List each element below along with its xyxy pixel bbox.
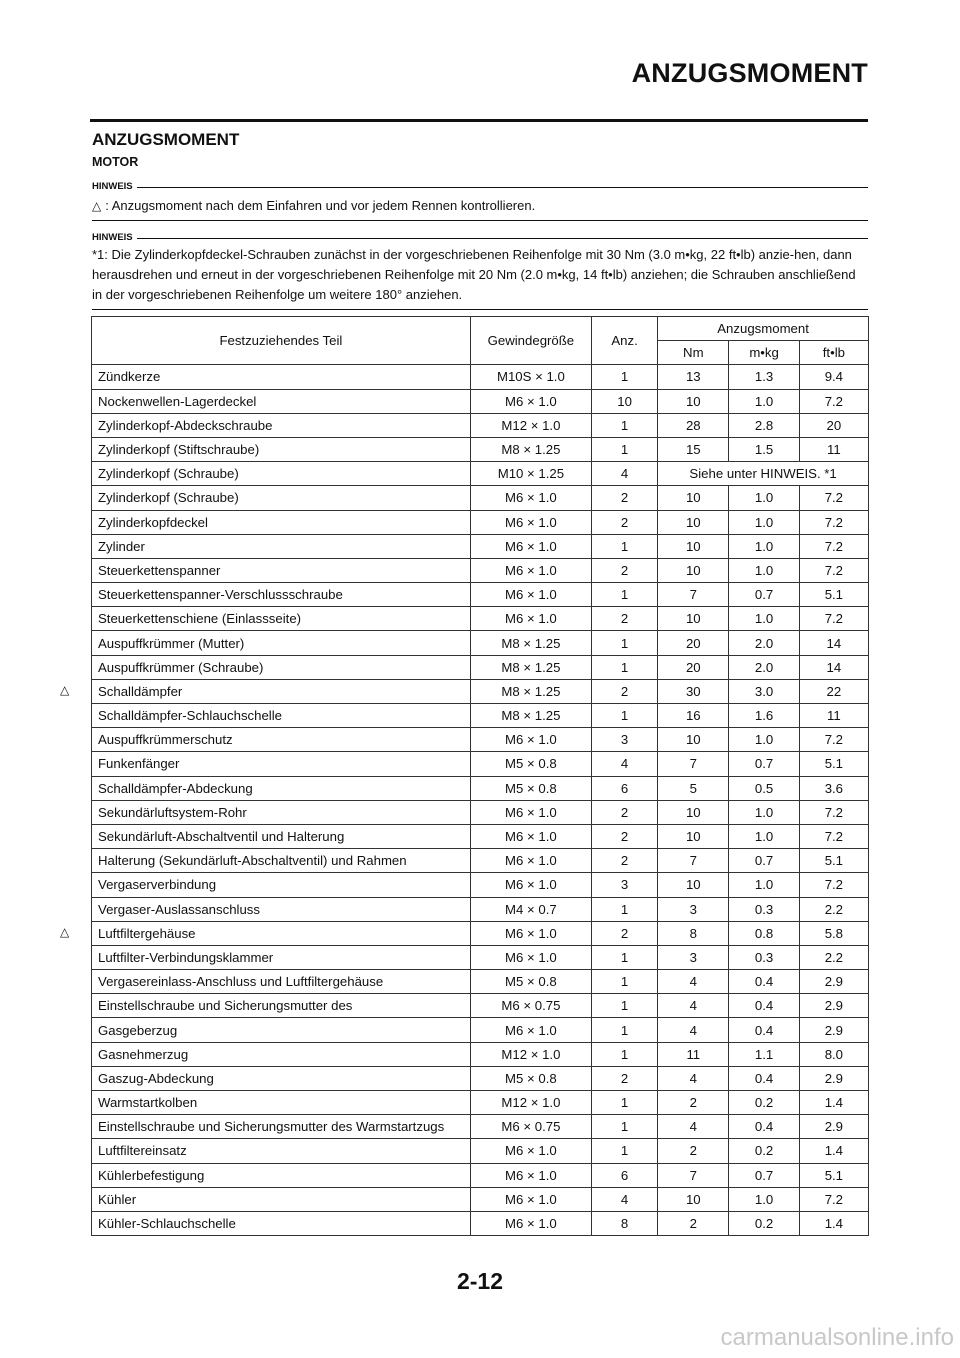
- cell-thread: M6 × 1.0: [470, 873, 591, 897]
- cell-ftlb: 2.9: [799, 1115, 868, 1139]
- table-row: [92, 583, 869, 607]
- cell-qty: 1: [591, 1115, 657, 1139]
- cell-nm: 2: [658, 1211, 729, 1235]
- cell-ftlb: 11: [799, 704, 868, 728]
- cell-qty: 1: [591, 534, 657, 558]
- table-row: [92, 558, 869, 582]
- cell-ftlb: 2.9: [799, 1066, 868, 1090]
- table-row: [92, 824, 869, 848]
- table-row: [92, 704, 869, 728]
- cell-qty: 2: [591, 607, 657, 631]
- cell-torque-note: Siehe unter HINWEIS. *1: [658, 462, 869, 486]
- cell-nm: 3: [658, 945, 729, 969]
- cell-nm: 15: [658, 437, 729, 461]
- table-row: [92, 365, 869, 389]
- cell-mkg: 2.8: [729, 413, 799, 437]
- cell-ftlb: 7.2: [799, 510, 868, 534]
- cell-nm: 10: [658, 558, 729, 582]
- header-part: Festzuziehendes Teil: [92, 317, 471, 365]
- table-row: [92, 1018, 869, 1042]
- header-divider: [90, 119, 868, 122]
- cell-mkg: 0.7: [729, 1163, 799, 1187]
- cell-qty: 1: [591, 1091, 657, 1115]
- cell-qty: 3: [591, 728, 657, 752]
- cell-qty: 1: [591, 1042, 657, 1066]
- note-label: HINWEIS: [92, 180, 133, 192]
- cell-ftlb: 7.2: [799, 607, 868, 631]
- cell-nm: 10: [658, 534, 729, 558]
- cell-ftlb: 2.2: [799, 897, 868, 921]
- cell-ftlb: 7.2: [799, 824, 868, 848]
- cell-nm: 16: [658, 704, 729, 728]
- cell-part: Gaszug-Abdeckung: [92, 1066, 471, 1090]
- cell-qty: 2: [591, 510, 657, 534]
- cell-thread: M6 × 1.0: [470, 583, 591, 607]
- cell-ftlb: 5.8: [799, 921, 868, 945]
- cell-qty: 4: [591, 462, 657, 486]
- cell-nm: 10: [658, 510, 729, 534]
- table-row: [92, 1139, 869, 1163]
- cell-thread: M6 × 0.75: [470, 994, 591, 1018]
- cell-nm: 10: [658, 824, 729, 848]
- cell-ftlb: 20: [799, 413, 868, 437]
- note-text: : Anzugsmoment nach dem Einfahren und vor jedem Rennen kontrollieren.: [105, 198, 536, 213]
- header-mkg: m•kg: [729, 341, 799, 365]
- cell-ftlb: 14: [799, 631, 868, 655]
- header-qty: Anz.: [591, 317, 657, 365]
- cell-qty: 6: [591, 776, 657, 800]
- cell-thread: M6 × 1.0: [470, 607, 591, 631]
- cell-ftlb: 3.6: [799, 776, 868, 800]
- cell-mkg: 0.5: [729, 776, 799, 800]
- cell-nm: 4: [658, 1018, 729, 1042]
- cell-part: Zylinderkopf-Abdeckschraube: [92, 413, 471, 437]
- cell-mkg: 1.0: [729, 389, 799, 413]
- cell-nm: 10: [658, 607, 729, 631]
- cell-nm: 3: [658, 897, 729, 921]
- cell-part: Kühlerbefestigung: [92, 1163, 471, 1187]
- table-row: [92, 849, 869, 873]
- cell-thread: M6 × 1.0: [470, 1018, 591, 1042]
- cell-mkg: 1.1: [729, 1042, 799, 1066]
- cell-ftlb: 5.1: [799, 1163, 868, 1187]
- cell-mkg: 1.0: [729, 607, 799, 631]
- cell-nm: 11: [658, 1042, 729, 1066]
- cell-thread: M6 × 1.0: [470, 1187, 591, 1211]
- cell-part: Vergaserverbindung: [92, 873, 471, 897]
- cell-nm: 4: [658, 994, 729, 1018]
- cell-qty: 1: [591, 704, 657, 728]
- cell-qty: 8: [591, 1211, 657, 1235]
- cell-ftlb: 1.4: [799, 1139, 868, 1163]
- cell-part: Zylinderkopf (Schraube): [92, 462, 471, 486]
- cell-thread: M6 × 1.0: [470, 534, 591, 558]
- cell-ftlb: 11: [799, 437, 868, 461]
- cell-thread: M6 × 1.0: [470, 510, 591, 534]
- table-row: [92, 945, 869, 969]
- note-1: [92, 180, 868, 221]
- cell-part: Zündkerze: [92, 365, 471, 389]
- cell-qty: 2: [591, 679, 657, 703]
- cell-nm: 10: [658, 800, 729, 824]
- cell-nm: 20: [658, 631, 729, 655]
- header-torque: Anzugsmoment: [658, 317, 869, 341]
- table-row: [92, 1187, 869, 1211]
- cell-qty: 2: [591, 921, 657, 945]
- cell-thread: M6 × 1.0: [470, 849, 591, 873]
- cell-mkg: 0.4: [729, 970, 799, 994]
- cell-mkg: 1.0: [729, 558, 799, 582]
- table-row: [92, 389, 869, 413]
- cell-ftlb: 7.2: [799, 1187, 868, 1211]
- table-row: [92, 800, 869, 824]
- cell-qty: 10: [591, 389, 657, 413]
- table-row: [92, 413, 869, 437]
- cell-thread: M6 × 1.0: [470, 389, 591, 413]
- table-row: [92, 921, 869, 945]
- cell-ftlb: 5.1: [799, 752, 868, 776]
- cell-thread: M10 × 1.25: [470, 462, 591, 486]
- table-row: [92, 1066, 869, 1090]
- cell-part: Luftfiltergehäuse: [92, 921, 471, 945]
- table-row: [92, 1163, 869, 1187]
- cell-thread: M6 × 1.0: [470, 728, 591, 752]
- warning-triangle-icon: △: [92, 199, 102, 213]
- cell-ftlb: 7.2: [799, 534, 868, 558]
- table-row: [92, 873, 869, 897]
- cell-mkg: 1.0: [729, 800, 799, 824]
- cell-mkg: 3.0: [729, 679, 799, 703]
- cell-ftlb: 7.2: [799, 486, 868, 510]
- cell-part: Luftfiltereinsatz: [92, 1139, 471, 1163]
- cell-thread: M6 × 1.0: [470, 945, 591, 969]
- cell-part: Nockenwellen-Lagerdeckel: [92, 389, 471, 413]
- cell-part: Vergaser-Auslassanschluss: [92, 897, 471, 921]
- header-nm: Nm: [658, 341, 729, 365]
- cell-part: Schalldämpfer: [92, 679, 471, 703]
- cell-thread: M6 × 1.0: [470, 486, 591, 510]
- cell-part: Steuerkettenschiene (Einlassseite): [92, 607, 471, 631]
- cell-ftlb: 2.9: [799, 1018, 868, 1042]
- header-ftlb: ft•lb: [799, 341, 868, 365]
- cell-part: Steuerkettenspanner: [92, 558, 471, 582]
- cell-nm: 4: [658, 1066, 729, 1090]
- header-thread: Gewindegröße: [470, 317, 591, 365]
- cell-thread: M8 × 1.25: [470, 437, 591, 461]
- cell-thread: M12 × 1.0: [470, 413, 591, 437]
- cell-nm: 20: [658, 655, 729, 679]
- cell-mkg: 0.2: [729, 1139, 799, 1163]
- section-title: ANZUGSMOMENT: [92, 130, 240, 149]
- cell-thread: M8 × 1.25: [470, 631, 591, 655]
- cell-nm: 10: [658, 728, 729, 752]
- cell-thread: M6 × 1.0: [470, 824, 591, 848]
- cell-part: Schalldämpfer-Abdeckung: [92, 776, 471, 800]
- cell-qty: 1: [591, 970, 657, 994]
- cell-nm: 7: [658, 583, 729, 607]
- cell-nm: 10: [658, 873, 729, 897]
- cell-mkg: 2.0: [729, 655, 799, 679]
- cell-nm: 4: [658, 1115, 729, 1139]
- cell-mkg: 1.6: [729, 704, 799, 728]
- cell-thread: M8 × 1.25: [470, 655, 591, 679]
- cell-mkg: 1.0: [729, 1187, 799, 1211]
- cell-qty: 4: [591, 1187, 657, 1211]
- cell-part: Schalldämpfer-Schlauchschelle: [92, 704, 471, 728]
- cell-ftlb: 9.4: [799, 365, 868, 389]
- cell-qty: 1: [591, 1139, 657, 1163]
- table-row: [92, 679, 869, 703]
- cell-ftlb: 2.9: [799, 970, 868, 994]
- cell-ftlb: 5.1: [799, 583, 868, 607]
- cell-part: Luftfilter-Verbindungsklammer: [92, 945, 471, 969]
- subsection-title: MOTOR: [92, 155, 139, 169]
- cell-mkg: 1.3: [729, 365, 799, 389]
- cell-qty: 1: [591, 945, 657, 969]
- cell-part: Auspuffkrümmer (Schraube): [92, 655, 471, 679]
- cell-part: Zylinder: [92, 534, 471, 558]
- table-row: [92, 1042, 869, 1066]
- cell-ftlb: 22: [799, 679, 868, 703]
- cell-mkg: 1.0: [729, 486, 799, 510]
- cell-mkg: 0.4: [729, 1066, 799, 1090]
- table-row: [92, 631, 869, 655]
- cell-ftlb: 7.2: [799, 558, 868, 582]
- cell-ftlb: 2.9: [799, 994, 868, 1018]
- torque-table-body: [92, 365, 869, 1236]
- cell-qty: 2: [591, 824, 657, 848]
- table-row: [92, 994, 869, 1018]
- cell-part: Warmstartkolben: [92, 1091, 471, 1115]
- cell-qty: 1: [591, 437, 657, 461]
- cell-mkg: 0.8: [729, 921, 799, 945]
- note-label: HINWEIS: [92, 231, 133, 243]
- cell-qty: 3: [591, 873, 657, 897]
- cell-part: Auspuffkrümmer (Mutter): [92, 631, 471, 655]
- cell-thread: M5 × 0.8: [470, 752, 591, 776]
- cell-nm: 5: [658, 776, 729, 800]
- cell-mkg: 1.5: [729, 437, 799, 461]
- table-row: [92, 752, 869, 776]
- cell-mkg: 1.0: [729, 728, 799, 752]
- cell-qty: 1: [591, 413, 657, 437]
- cell-thread: M5 × 0.8: [470, 970, 591, 994]
- cell-mkg: 0.2: [729, 1091, 799, 1115]
- cell-mkg: 1.0: [729, 824, 799, 848]
- cell-nm: 10: [658, 1187, 729, 1211]
- cell-thread: M12 × 1.0: [470, 1042, 591, 1066]
- cell-mkg: 0.4: [729, 994, 799, 1018]
- cell-mkg: 0.7: [729, 752, 799, 776]
- cell-part: Gasgeberzug: [92, 1018, 471, 1042]
- cell-mkg: 0.4: [729, 1115, 799, 1139]
- table-row: [92, 534, 869, 558]
- cell-ftlb: 8.0: [799, 1042, 868, 1066]
- cell-thread: M6 × 1.0: [470, 921, 591, 945]
- table-row: [92, 728, 869, 752]
- cell-thread: M8 × 1.25: [470, 704, 591, 728]
- cell-nm: 10: [658, 389, 729, 413]
- cell-mkg: 0.7: [729, 583, 799, 607]
- cell-thread: M5 × 0.8: [470, 1066, 591, 1090]
- table-row: [92, 1211, 869, 1235]
- note-rule: [137, 187, 868, 188]
- cell-part: Vergasereinlass-Anschluss und Luftfiltergehäuse: [92, 970, 471, 994]
- cell-ftlb: 7.2: [799, 873, 868, 897]
- cell-ftlb: 7.2: [799, 389, 868, 413]
- cell-qty: 1: [591, 583, 657, 607]
- cell-thread: M6 × 1.0: [470, 800, 591, 824]
- cell-mkg: 1.0: [729, 534, 799, 558]
- cell-part: Kühler-Schlauchschelle: [92, 1211, 471, 1235]
- cell-nm: 7: [658, 1163, 729, 1187]
- cell-nm: 28: [658, 413, 729, 437]
- cell-nm: 7: [658, 752, 729, 776]
- cell-thread: M8 × 1.25: [470, 679, 591, 703]
- cell-ftlb: 7.2: [799, 728, 868, 752]
- cell-part: Einstellschraube und Sicherungsmutter des Warmstartzugs: [92, 1115, 471, 1139]
- cell-qty: 1: [591, 365, 657, 389]
- cell-ftlb: 7.2: [799, 800, 868, 824]
- table-row: [92, 486, 869, 510]
- cell-part: Halterung (Sekundärluft-Abschaltventil) und Rahmen: [92, 849, 471, 873]
- cell-part: Zylinderkopf (Stiftschraube): [92, 437, 471, 461]
- cell-thread: M6 × 1.0: [470, 1211, 591, 1235]
- cell-nm: 2: [658, 1091, 729, 1115]
- table-row: [92, 462, 869, 486]
- warning-triangle-icon: △: [60, 925, 70, 940]
- cell-mkg: 0.3: [729, 945, 799, 969]
- cell-mkg: 1.0: [729, 873, 799, 897]
- cell-nm: 4: [658, 970, 729, 994]
- cell-qty: 1: [591, 631, 657, 655]
- cell-ftlb: 1.4: [799, 1091, 868, 1115]
- cell-nm: 2: [658, 1139, 729, 1163]
- cell-mkg: 2.0: [729, 631, 799, 655]
- cell-thread: M4 × 0.7: [470, 897, 591, 921]
- table-row: [92, 655, 869, 679]
- cell-qty: 2: [591, 1066, 657, 1090]
- cell-mkg: 1.0: [729, 510, 799, 534]
- cell-mkg: 0.4: [729, 1018, 799, 1042]
- torque-table: [91, 316, 869, 1236]
- cell-nm: 10: [658, 486, 729, 510]
- cell-qty: 2: [591, 558, 657, 582]
- cell-mkg: 0.3: [729, 897, 799, 921]
- cell-thread: M6 × 1.0: [470, 1139, 591, 1163]
- cell-nm: 30: [658, 679, 729, 703]
- cell-thread: M5 × 0.8: [470, 776, 591, 800]
- cell-qty: 1: [591, 897, 657, 921]
- note-2: [92, 231, 868, 310]
- cell-qty: 1: [591, 655, 657, 679]
- cell-part: Auspuffkrümmerschutz: [92, 728, 471, 752]
- cell-qty: 6: [591, 1163, 657, 1187]
- cell-qty: 2: [591, 800, 657, 824]
- table-row: [92, 1091, 869, 1115]
- cell-part: Steuerkettenspanner-Verschlussschraube: [92, 583, 471, 607]
- warning-triangle-icon: △: [60, 683, 70, 698]
- cell-part: Sekundärluftsystem-Rohr: [92, 800, 471, 824]
- cell-part: Sekundärluft-Abschaltventil und Halterung: [92, 824, 471, 848]
- table-row: [92, 1115, 869, 1139]
- page-header-title: ANZUGSMOMENT: [631, 58, 868, 88]
- cell-nm: 13: [658, 365, 729, 389]
- cell-ftlb: 14: [799, 655, 868, 679]
- cell-part: Funkenfänger: [92, 752, 471, 776]
- cell-thread: M6 × 1.0: [470, 558, 591, 582]
- table-row: [92, 510, 869, 534]
- watermark: carmanualsonline.info: [720, 1324, 954, 1351]
- table-row: [92, 897, 869, 921]
- cell-ftlb: 2.2: [799, 945, 868, 969]
- cell-part: Kühler: [92, 1187, 471, 1211]
- cell-thread: M12 × 1.0: [470, 1091, 591, 1115]
- cell-qty: 1: [591, 1018, 657, 1042]
- cell-qty: 2: [591, 849, 657, 873]
- note-text: *1: Die Zylinderkopfdeckel-Schrauben zunächst in der vorgeschriebenen Reihenfolge mit 30 Nm (3.0 m•kg, 22 ft•lb) anzie-hen, dann herausdrehen und erneut in der vorgeschriebenen Reihenfolge mit 20 Nm (2.0 m•kg, 14 ft•lb) anziehen; die Schrauben anschließend in der vorgeschriebenen Reihenfolge um weitere 180° anziehen.: [92, 243, 868, 310]
- cell-part: Gasnehmerzug: [92, 1042, 471, 1066]
- cell-nm: 7: [658, 849, 729, 873]
- page-number: 2-12: [456, 1268, 504, 1294]
- cell-part: Zylinderkopf (Schraube): [92, 486, 471, 510]
- cell-qty: 4: [591, 752, 657, 776]
- table-row: [92, 970, 869, 994]
- cell-mkg: 0.2: [729, 1211, 799, 1235]
- table-row: [92, 607, 869, 631]
- cell-nm: 8: [658, 921, 729, 945]
- cell-thread: M6 × 1.0: [470, 1163, 591, 1187]
- cell-mkg: 0.7: [729, 849, 799, 873]
- cell-ftlb: 1.4: [799, 1211, 868, 1235]
- note-rule: [137, 238, 868, 239]
- cell-part: Einstellschraube und Sicherungsmutter des: [92, 994, 471, 1018]
- cell-thread: M6 × 0.75: [470, 1115, 591, 1139]
- cell-part: Zylinderkopfdeckel: [92, 510, 471, 534]
- cell-qty: 2: [591, 486, 657, 510]
- table-row: [92, 437, 869, 461]
- cell-ftlb: 5.1: [799, 849, 868, 873]
- cell-qty: 1: [591, 994, 657, 1018]
- table-row: [92, 776, 869, 800]
- cell-thread: M10S × 1.0: [470, 365, 591, 389]
